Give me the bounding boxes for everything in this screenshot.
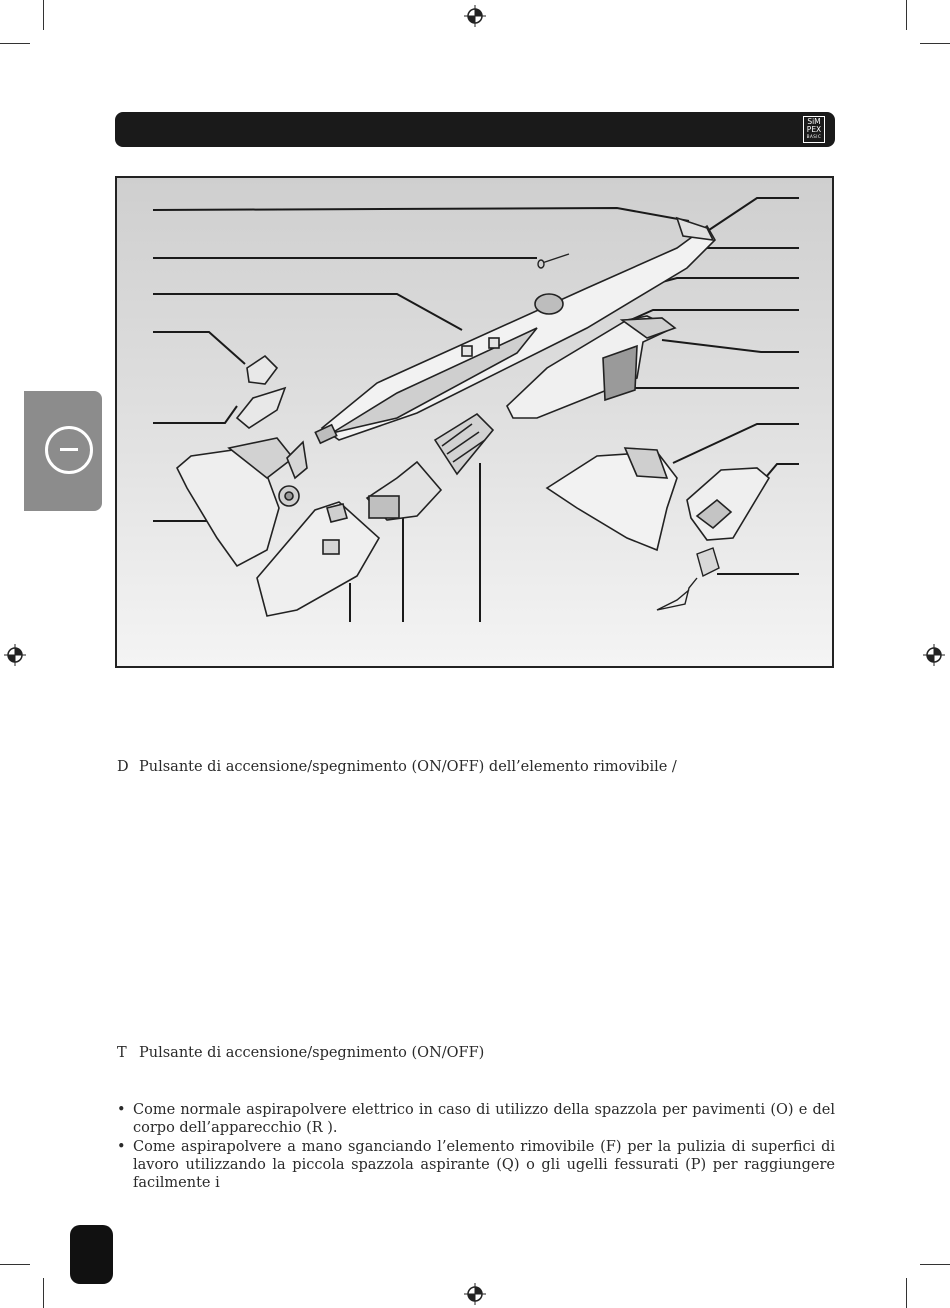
bullet-item: • Come aspirapolvere a mano sganciando l’elemento rimovibile (F) per la pulizia di superfici di lavoro utilizzando la piccola spazzola aspirante (Q) o gli ugelli fessurati (P) per raggiungere facilmente i	[117, 1138, 835, 1192]
small-brush-drawing	[237, 356, 285, 428]
language-side-tab	[24, 391, 102, 511]
bullet-item: • Come normale aspirapolvere elettrico in caso di utilizzo della spazzola per pavimenti (O) e del corpo dell’apparecchio (R ).	[117, 1101, 835, 1137]
parts-illustration	[117, 178, 834, 668]
leader-line-16	[673, 424, 799, 463]
charger-drawing	[657, 548, 719, 610]
filter-cover-drawing	[367, 462, 441, 520]
text-line-d-text: Pulsante di accensione/spegnimento (ON/OFF) dell’elemento rimovibile /	[139, 759, 677, 775]
crop-mark-bottom-right-h	[920, 1264, 950, 1265]
crop-mark-top-right-v	[906, 0, 907, 30]
logo-line-1: SiM	[807, 117, 821, 126]
header-bar	[115, 112, 835, 147]
registration-mark-bottom	[464, 1283, 486, 1305]
simplex-basic-logo	[803, 116, 825, 143]
crop-mark-bottom-right-v	[906, 1278, 907, 1308]
leader-line-1	[153, 208, 689, 221]
accessory-holder-drawing	[687, 468, 769, 540]
screw-drawing	[538, 254, 569, 268]
leader-line-10	[709, 198, 799, 230]
leader-line-3	[153, 294, 462, 330]
usage-bullets	[117, 1101, 835, 1193]
crop-mark-bottom-left-h	[0, 1264, 30, 1265]
text-line-d-key: D	[117, 759, 129, 775]
leader-line-4	[153, 332, 245, 364]
crop-mark-top-left-v	[43, 0, 44, 30]
registration-mark-top	[464, 5, 486, 27]
crop-mark-bottom-left-v	[43, 1278, 44, 1308]
filter-drawing	[435, 414, 493, 474]
crop-mark-top-left-h	[0, 43, 30, 44]
text-line-t	[117, 1044, 484, 1062]
text-line-t-text: Pulsante di accensione/spegnimento (ON/OFF)	[139, 1045, 485, 1061]
charging-base-drawing	[547, 448, 677, 550]
registration-mark-left	[4, 644, 26, 666]
crop-mark-top-right-h	[920, 43, 950, 44]
registration-mark-right	[923, 644, 945, 666]
logo-line-3: BASIC	[806, 134, 822, 139]
leader-line-5	[153, 406, 237, 423]
logo-line-2: PEX	[806, 125, 822, 134]
text-line-d	[117, 758, 677, 776]
page-number-tab	[70, 1225, 113, 1284]
text-line-t-key: T	[117, 1045, 127, 1061]
language-circle-icon	[45, 426, 93, 474]
leader-line-14	[662, 340, 799, 352]
product-parts-figure	[115, 176, 834, 668]
